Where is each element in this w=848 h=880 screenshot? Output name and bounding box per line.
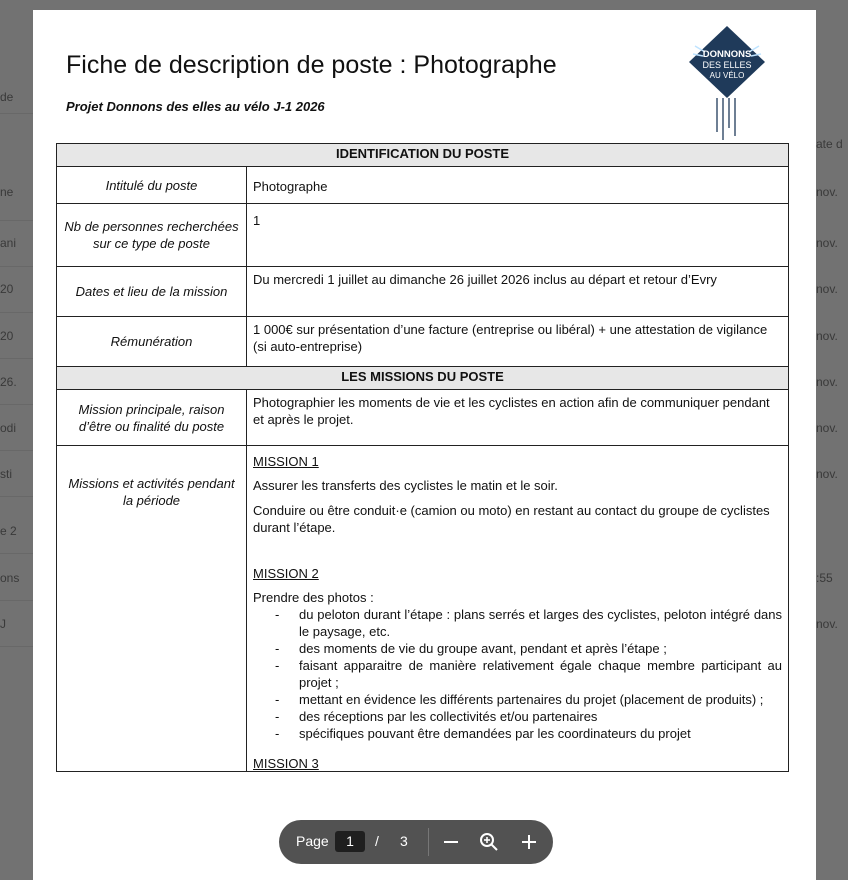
value-remuneration: 1 000€ sur présentation d’une facture (entreprise ou libéral) + une attestation de vigilance (si auto-entreprise) [247,317,789,367]
section-header-missions: LES MISSIONS DU POSTE [57,367,789,390]
mission-2-intro: Prendre des photos : [253,590,374,605]
value-nb-personnes: 1 [247,204,789,267]
section-header-identification: IDENTIFICATION DU POSTE [57,144,789,167]
document-subtitle: Projet Donnons des elles au vélo J-1 2026 [66,99,325,114]
list-item: - du peloton durant l’étape : plans serrés et larges des cyclistes, peloton intégré dans le paysage, etc. [299,606,782,640]
job-description-table [56,143,789,772]
document-page [33,10,816,880]
label-remuneration: Rémunération [57,317,247,367]
label-intitule: Intitulé du poste [57,167,247,204]
mission-3-heading: MISSION 3 [253,756,319,771]
mission-1-heading: MISSION 1 [253,454,319,469]
zoom-in-button[interactable] [517,830,541,854]
zoom-reset-button[interactable] [477,830,501,854]
page-separator: / [375,833,379,849]
value-mission-principale: Photographier les moments de vie et les cyclistes en action afin de communiquer pendant et après le projet. [247,390,789,446]
donnons-des-elles-logo [687,24,767,140]
list-item: - faisant apparaitre de manière relativement égale chaque membre participant au projet ; [299,657,782,691]
value-dates: Du mercredi 1 juillet au dimanche 26 juillet 2026 inclus au départ et retour d’Evry [247,267,789,317]
magnifier-icon [477,830,501,854]
label-mission-principale: Mission principale, raison d’être ou finalité du poste [57,390,247,446]
svg-text:AU VÉLO: AU VÉLO [709,71,745,80]
mission-1-paragraph: Assurer les transferts des cyclistes le matin et le soir. [253,478,558,493]
list-item: - mettant en évidence les différents partenaires du projet (placement de produits) ; [299,691,782,708]
list-item: - des moments de vie du groupe avant, pendant et après l’étape ; [299,640,782,657]
label-nb-personnes: Nb de personnes recherchées sur ce type de poste [57,204,247,267]
label-dates: Dates et lieu de la mission [57,267,247,317]
toolbar-divider [428,828,429,856]
page-navigation-toolbar [279,820,553,864]
mission-2-heading: MISSION 2 [253,566,319,581]
svg-text:DES ELLES: DES ELLES [702,60,752,70]
value-intitule: Photographe [247,167,789,204]
zoom-out-button[interactable] [439,830,463,854]
mission-1-paragraph: Conduire ou être conduit·e (camion ou moto) en restant au contact du groupe de cyclistes durant l’étape. [253,503,770,535]
list-item: - des réceptions par les collectivités et/ou partenaires [299,708,782,725]
label-missions-activites: Missions et activités pendant la période [57,446,247,772]
missions-content [247,446,789,772]
plus-icon [517,830,541,854]
current-page-input[interactable]: 1 [335,831,365,852]
mission-2-list [253,606,782,742]
document-title: Fiche de description de poste : Photographe [66,51,557,79]
page-label: Page [296,833,329,849]
minus-icon [439,830,463,854]
list-item: - spécifiques pouvant être demandées par les coordinateurs du projet [299,725,782,742]
svg-text:DONNONS: DONNONS [702,49,752,60]
total-pages: 3 [400,833,408,849]
